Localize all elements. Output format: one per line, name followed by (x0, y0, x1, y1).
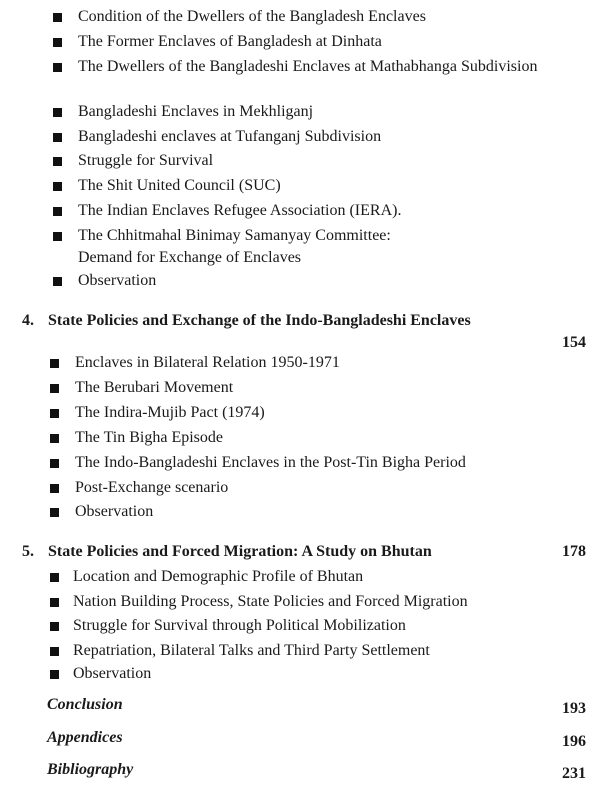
back-matter-title: Conclusion (47, 696, 123, 713)
chapter-title: State Policies and Exchange of the Indo-Bangladeshi Enclaves (48, 312, 471, 329)
square-bullet-icon (50, 647, 59, 656)
square-bullet-icon (50, 409, 59, 418)
square-bullet-icon (53, 108, 62, 117)
square-bullet-icon (50, 384, 59, 393)
back-matter-title: Appendices (47, 729, 123, 746)
back-matter-page: 196 (562, 733, 586, 750)
square-bullet-icon (50, 508, 59, 517)
back-matter-page: 231 (562, 765, 586, 782)
square-bullet-icon (50, 359, 59, 368)
chapter-number: 5. (22, 543, 34, 560)
toc-page: Condition of the Dwellers of the Bangladesh Enclaves The Former Enclaves of Bangladesh at Dinhata The Dwellers of the Bangladeshi Enclaves at Mathabhanga Subdivision Bangladeshi Enclaves in Mekhliganj Bangladeshi enclaves at Tufanganj Subdivision Struggle for Survival The Shit United Council (SUC) The Indian Enclaves Refugee Association (IERA). The Chhitmahal Binimay Samanyay Committee: Demand for Exchange of Enclaves Observation 4. State Policies and Exchange of the Indo-Bangladeshi Enclaves 154 Enclaves in Bilateral Relation 1950-1971 The Berubari Movement The Indira-Mujib Pact (1974) The Tin Bigha Episode The Indo-Bangladeshi Enclaves in the Post-Tin Bigha Period Post-Exchange scenario Observation 5. State Policies and Forced Migration: A Study on Bhutan 178 Location and Demographic Profile of Bhutan Nation Building Process, State Policies and Forced Migration Struggle for Survival through Political Mobilization Repatriation, Bilateral Talks and Third Party Settlement Observation Conclusion 193 Appendices 196 Bibliography 231 (22, 8, 586, 782)
back-matter-title: Bibliography (47, 761, 134, 778)
square-bullet-icon (53, 13, 62, 22)
square-bullet-icon (50, 459, 59, 468)
square-bullet-icon (53, 232, 62, 241)
square-bullet-icon (50, 573, 59, 582)
square-bullet-icon (53, 207, 62, 216)
square-bullet-icon (50, 484, 59, 493)
square-bullet-icon (53, 157, 62, 166)
square-bullet-icon (53, 38, 62, 47)
chapter-title: State Policies and Forced Migration: A Study on Bhutan (48, 543, 432, 560)
square-bullet-icon (50, 670, 59, 679)
square-bullet-icon (53, 182, 62, 191)
square-bullet-icon (50, 622, 59, 631)
square-bullet-icon (50, 598, 59, 607)
chapter-page-number: 154 (562, 334, 586, 351)
chapter-number: 4. (22, 312, 34, 329)
back-matter-page: 193 (562, 700, 586, 717)
square-bullet-icon (50, 434, 59, 443)
square-bullet-icon (53, 277, 62, 286)
chapter-page-number: 178 (562, 543, 586, 560)
square-bullet-icon (53, 63, 62, 72)
square-bullet-icon (53, 133, 62, 142)
